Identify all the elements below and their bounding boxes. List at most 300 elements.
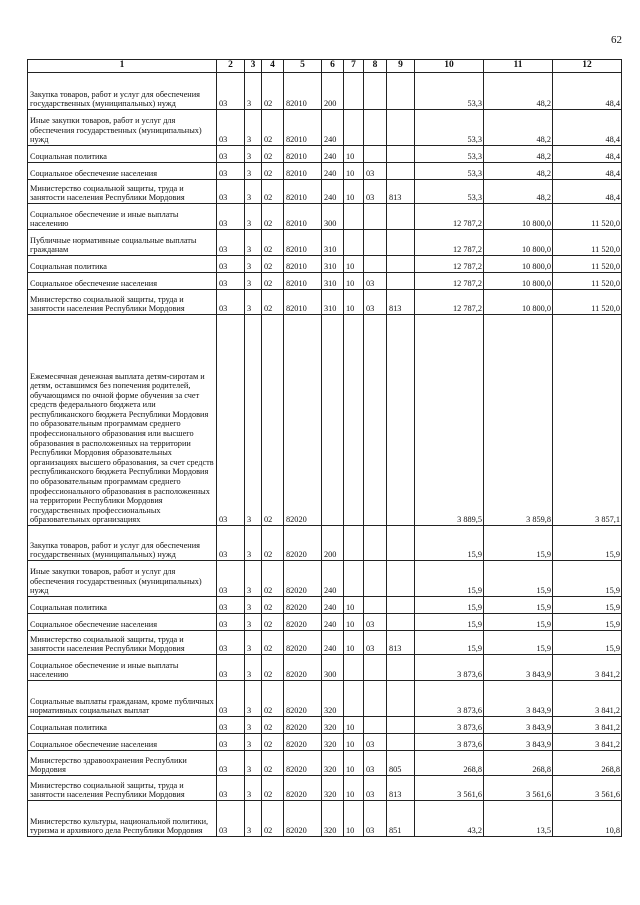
code-cell: 300	[322, 655, 344, 681]
code-cell: 02	[262, 631, 284, 655]
code-cell	[387, 110, 415, 146]
value-cell: 15,9	[484, 526, 553, 561]
code-cell	[387, 204, 415, 230]
table-row	[28, 776, 622, 801]
code-cell: 3	[245, 315, 262, 526]
value-cell: 53,3	[415, 73, 484, 110]
value-cell: 3 873,6	[415, 681, 484, 717]
code-cell	[364, 73, 387, 110]
code-cell: 320	[322, 681, 344, 717]
code-cell: 02	[262, 204, 284, 230]
code-cell: 10	[344, 597, 364, 614]
code-cell: 82010	[284, 290, 322, 315]
code-cell: 240	[322, 561, 344, 597]
code-cell: 3	[245, 290, 262, 315]
code-cell: 320	[322, 734, 344, 751]
code-cell: 82020	[284, 315, 322, 526]
column-header: 1	[28, 60, 217, 73]
code-cell: 82020	[284, 776, 322, 801]
column-header: 10	[415, 60, 484, 73]
value-cell: 48,4	[553, 110, 622, 146]
code-cell: 82010	[284, 73, 322, 110]
row-name: Социальное обеспечение населения	[28, 734, 217, 751]
code-cell: 02	[262, 801, 284, 837]
value-cell: 15,9	[553, 561, 622, 597]
code-cell: 3	[245, 256, 262, 273]
code-cell: 3	[245, 776, 262, 801]
value-cell: 13,5	[484, 801, 553, 837]
value-cell: 268,8	[553, 751, 622, 776]
code-cell: 805	[387, 751, 415, 776]
value-cell: 43,2	[415, 801, 484, 837]
code-cell: 82020	[284, 655, 322, 681]
code-cell: 03	[217, 526, 245, 561]
code-cell: 02	[262, 655, 284, 681]
row-name: Социальное обеспечение населения	[28, 273, 217, 290]
column-header: 9	[387, 60, 415, 73]
value-cell: 48,2	[484, 146, 553, 163]
code-cell: 82010	[284, 180, 322, 204]
code-cell: 02	[262, 776, 284, 801]
table-row	[28, 315, 622, 526]
code-cell: 813	[387, 776, 415, 801]
table-row	[28, 204, 622, 230]
code-cell	[344, 204, 364, 230]
code-cell: 02	[262, 73, 284, 110]
code-cell: 02	[262, 230, 284, 256]
row-name: Иные закупки товаров, работ и услуг для обеспечения государственных (муниципальных) нужд	[28, 561, 217, 597]
value-cell: 48,4	[553, 180, 622, 204]
table-row	[28, 597, 622, 614]
row-name: Социальное обеспечение населения	[28, 614, 217, 631]
code-cell: 82020	[284, 801, 322, 837]
code-cell: 02	[262, 751, 284, 776]
row-name: Социальное обеспечение населения	[28, 163, 217, 180]
value-cell: 3 561,6	[484, 776, 553, 801]
value-cell: 3 841,2	[553, 681, 622, 717]
value-cell: 3 873,6	[415, 717, 484, 734]
code-cell: 10	[344, 256, 364, 273]
code-cell	[344, 315, 364, 526]
code-cell: 02	[262, 597, 284, 614]
code-cell: 82020	[284, 681, 322, 717]
column-header: 4	[262, 60, 284, 73]
code-cell: 03	[364, 631, 387, 655]
value-cell: 268,8	[415, 751, 484, 776]
code-cell: 3	[245, 655, 262, 681]
table-row	[28, 681, 622, 717]
value-cell: 15,9	[484, 561, 553, 597]
code-cell: 310	[322, 230, 344, 256]
code-cell: 3	[245, 717, 262, 734]
code-cell	[322, 315, 344, 526]
code-cell: 03	[217, 655, 245, 681]
code-cell: 03	[364, 180, 387, 204]
code-cell: 03	[217, 717, 245, 734]
code-cell: 3	[245, 751, 262, 776]
code-cell: 310	[322, 256, 344, 273]
value-cell: 48,2	[484, 163, 553, 180]
table-row	[28, 163, 622, 180]
code-cell	[387, 273, 415, 290]
column-header: 12	[553, 60, 622, 73]
code-cell: 3	[245, 180, 262, 204]
value-cell: 15,9	[415, 597, 484, 614]
code-cell: 03	[217, 631, 245, 655]
code-cell: 03	[217, 110, 245, 146]
value-cell: 3 859,8	[484, 315, 553, 526]
value-cell: 10 800,0	[484, 204, 553, 230]
code-cell: 82010	[284, 273, 322, 290]
value-cell: 3 843,9	[484, 717, 553, 734]
code-cell	[387, 614, 415, 631]
code-cell: 03	[217, 290, 245, 315]
code-cell: 03	[364, 163, 387, 180]
column-header: 2	[217, 60, 245, 73]
code-cell: 3	[245, 204, 262, 230]
code-cell	[387, 681, 415, 717]
code-cell: 10	[344, 751, 364, 776]
row-name: Министерство культуры, национальной политики, туризма и архивного дела Республики Мордовия	[28, 801, 217, 837]
value-cell: 15,9	[553, 631, 622, 655]
code-cell: 300	[322, 204, 344, 230]
value-cell: 15,9	[415, 614, 484, 631]
code-cell: 240	[322, 146, 344, 163]
value-cell: 3 561,6	[553, 776, 622, 801]
value-cell: 11 520,0	[553, 204, 622, 230]
code-cell: 82020	[284, 751, 322, 776]
code-cell: 02	[262, 681, 284, 717]
code-cell	[387, 655, 415, 681]
code-cell: 10	[344, 776, 364, 801]
code-cell	[344, 526, 364, 561]
code-cell: 240	[322, 614, 344, 631]
code-cell: 200	[322, 526, 344, 561]
code-cell	[344, 655, 364, 681]
code-cell: 310	[322, 273, 344, 290]
value-cell: 15,9	[484, 597, 553, 614]
value-cell: 15,9	[553, 597, 622, 614]
code-cell: 03	[364, 776, 387, 801]
code-cell	[364, 146, 387, 163]
table-row	[28, 290, 622, 315]
code-cell	[387, 315, 415, 526]
row-name: Социальное обеспечение и иные выплаты населению	[28, 204, 217, 230]
code-cell: 10	[344, 180, 364, 204]
code-cell: 3	[245, 273, 262, 290]
table-row	[28, 526, 622, 561]
value-cell: 3 843,9	[484, 734, 553, 751]
row-name: Ежемесячная денежная выплата детям-сиротам и детям, оставшимся без попечения родителей, обучающимся по очной форме обучения за счет средств федерального бюджета или республиканского бюджета Республики Мордовия по образовательным программам среднего профессионального образования или высшего образования в расположенных на территории Республики Мордовия образовательных организациях высшего образования, за счет средств республиканского бюджета Республики Мордовия по образовательным программам среднего профессионального образования в расположенных на территории Республики Мордовия государственных профессиональных образовательных организациях	[28, 315, 217, 526]
code-cell: 240	[322, 631, 344, 655]
code-cell: 03	[217, 163, 245, 180]
code-cell	[387, 256, 415, 273]
code-cell: 02	[262, 146, 284, 163]
code-cell	[387, 561, 415, 597]
code-cell: 82020	[284, 631, 322, 655]
row-name: Министерство социальной защиты, труда и занятости населения Республики Мордовия	[28, 776, 217, 801]
code-cell: 03	[364, 751, 387, 776]
table-row	[28, 717, 622, 734]
code-cell: 03	[217, 734, 245, 751]
code-cell: 3	[245, 230, 262, 256]
code-cell: 82020	[284, 526, 322, 561]
code-cell: 10	[344, 273, 364, 290]
code-cell	[364, 681, 387, 717]
table-body	[28, 73, 622, 837]
code-cell: 10	[344, 801, 364, 837]
code-cell	[344, 561, 364, 597]
row-name: Министерство социальной защиты, труда и занятости населения Республики Мордовия	[28, 631, 217, 655]
value-cell: 10 800,0	[484, 256, 553, 273]
value-cell: 3 561,6	[415, 776, 484, 801]
code-cell: 10	[344, 734, 364, 751]
code-cell: 03	[217, 273, 245, 290]
code-cell: 10	[344, 717, 364, 734]
code-cell: 82010	[284, 110, 322, 146]
code-cell: 200	[322, 73, 344, 110]
row-name: Закупка товаров, работ и услуг для обеспечения государственных (муниципальных) нужд	[28, 526, 217, 561]
code-cell: 82010	[284, 163, 322, 180]
code-cell: 03	[217, 315, 245, 526]
code-cell: 02	[262, 315, 284, 526]
code-cell: 813	[387, 631, 415, 655]
row-name: Социальная политика	[28, 717, 217, 734]
code-cell: 03	[364, 801, 387, 837]
value-cell: 15,9	[415, 631, 484, 655]
value-cell: 3 843,9	[484, 655, 553, 681]
table-row	[28, 734, 622, 751]
code-cell	[364, 561, 387, 597]
code-cell: 3	[245, 681, 262, 717]
value-cell: 48,4	[553, 146, 622, 163]
value-cell: 48,2	[484, 110, 553, 146]
code-cell	[387, 230, 415, 256]
code-cell	[387, 73, 415, 110]
code-cell: 03	[217, 146, 245, 163]
value-cell: 15,9	[553, 526, 622, 561]
code-cell	[387, 717, 415, 734]
code-cell	[364, 526, 387, 561]
code-cell: 02	[262, 614, 284, 631]
value-cell: 12 787,2	[415, 273, 484, 290]
header-row	[28, 60, 622, 73]
code-cell	[364, 315, 387, 526]
code-cell: 3	[245, 526, 262, 561]
row-name: Закупка товаров, работ и услуг для обеспечения государственных (муниципальных) нужд	[28, 73, 217, 110]
table-row	[28, 801, 622, 837]
code-cell: 02	[262, 717, 284, 734]
code-cell: 310	[322, 290, 344, 315]
row-name: Социальная политика	[28, 256, 217, 273]
table-row	[28, 256, 622, 273]
code-cell: 02	[262, 734, 284, 751]
code-cell: 851	[387, 801, 415, 837]
code-cell: 03	[217, 681, 245, 717]
code-cell: 3	[245, 614, 262, 631]
table-row	[28, 180, 622, 204]
value-cell: 10 800,0	[484, 273, 553, 290]
code-cell: 240	[322, 110, 344, 146]
value-cell: 15,9	[553, 614, 622, 631]
column-header: 3	[245, 60, 262, 73]
code-cell	[364, 256, 387, 273]
code-cell: 813	[387, 180, 415, 204]
value-cell: 12 787,2	[415, 204, 484, 230]
code-cell: 320	[322, 751, 344, 776]
code-cell: 03	[364, 273, 387, 290]
code-cell	[364, 717, 387, 734]
code-cell: 3	[245, 163, 262, 180]
code-cell: 3	[245, 801, 262, 837]
code-cell: 03	[217, 561, 245, 597]
code-cell: 02	[262, 290, 284, 315]
code-cell: 02	[262, 163, 284, 180]
code-cell: 320	[322, 776, 344, 801]
code-cell	[387, 146, 415, 163]
code-cell: 03	[364, 290, 387, 315]
table-row	[28, 751, 622, 776]
code-cell	[364, 110, 387, 146]
code-cell	[387, 163, 415, 180]
code-cell: 10	[344, 146, 364, 163]
code-cell: 02	[262, 180, 284, 204]
code-cell	[387, 734, 415, 751]
value-cell: 12 787,2	[415, 256, 484, 273]
column-header: 7	[344, 60, 364, 73]
value-cell: 3 843,9	[484, 681, 553, 717]
code-cell: 03	[364, 614, 387, 631]
code-cell: 03	[217, 256, 245, 273]
code-cell: 03	[217, 597, 245, 614]
code-cell: 82020	[284, 717, 322, 734]
table-row	[28, 146, 622, 163]
value-cell: 11 520,0	[553, 290, 622, 315]
table-row	[28, 614, 622, 631]
code-cell: 03	[364, 734, 387, 751]
value-cell: 48,2	[484, 73, 553, 110]
code-cell: 240	[322, 163, 344, 180]
page-number: 62	[611, 34, 622, 46]
table-row	[28, 230, 622, 256]
value-cell: 15,9	[415, 526, 484, 561]
value-cell: 3 873,6	[415, 734, 484, 751]
value-cell: 268,8	[484, 751, 553, 776]
code-cell	[364, 204, 387, 230]
code-cell: 02	[262, 110, 284, 146]
code-cell	[344, 681, 364, 717]
row-name: Министерство социальной защиты, труда и занятости населения Республики Мордовия	[28, 180, 217, 204]
code-cell: 82010	[284, 230, 322, 256]
row-name: Социальная политика	[28, 597, 217, 614]
code-cell: 03	[217, 751, 245, 776]
code-cell: 03	[217, 776, 245, 801]
value-cell: 48,4	[553, 73, 622, 110]
table-row	[28, 110, 622, 146]
value-cell: 11 520,0	[553, 230, 622, 256]
row-name: Министерство социальной защиты, труда и занятости населения Республики Мордовия	[28, 290, 217, 315]
value-cell: 10 800,0	[484, 230, 553, 256]
code-cell: 02	[262, 256, 284, 273]
code-cell	[344, 73, 364, 110]
value-cell: 53,3	[415, 110, 484, 146]
row-name: Социальные выплаты гражданам, кроме публичных нормативных социальных выплат	[28, 681, 217, 717]
value-cell: 53,3	[415, 146, 484, 163]
code-cell	[364, 597, 387, 614]
code-cell: 3	[245, 597, 262, 614]
column-header: 5	[284, 60, 322, 73]
code-cell: 82010	[284, 146, 322, 163]
row-name: Социальная политика	[28, 146, 217, 163]
code-cell: 82020	[284, 561, 322, 597]
code-cell	[364, 230, 387, 256]
table-row	[28, 561, 622, 597]
value-cell: 11 520,0	[553, 273, 622, 290]
value-cell: 15,9	[415, 561, 484, 597]
code-cell: 03	[217, 180, 245, 204]
code-cell: 03	[217, 230, 245, 256]
code-cell: 82020	[284, 734, 322, 751]
code-cell: 10	[344, 631, 364, 655]
code-cell: 03	[217, 614, 245, 631]
value-cell: 3 889,5	[415, 315, 484, 526]
code-cell: 10	[344, 614, 364, 631]
code-cell: 240	[322, 180, 344, 204]
value-cell: 11 520,0	[553, 256, 622, 273]
code-cell: 320	[322, 801, 344, 837]
column-header: 11	[484, 60, 553, 73]
code-cell: 3	[245, 561, 262, 597]
code-cell	[344, 230, 364, 256]
code-cell	[387, 597, 415, 614]
code-cell	[387, 526, 415, 561]
budget-table	[27, 59, 622, 837]
code-cell: 82010	[284, 204, 322, 230]
value-cell: 12 787,2	[415, 290, 484, 315]
code-cell	[344, 110, 364, 146]
column-header: 8	[364, 60, 387, 73]
code-cell: 813	[387, 290, 415, 315]
code-cell: 03	[217, 204, 245, 230]
code-cell: 82020	[284, 597, 322, 614]
value-cell: 48,4	[553, 163, 622, 180]
table-row	[28, 655, 622, 681]
code-cell: 82020	[284, 614, 322, 631]
row-name: Публичные нормативные социальные выплаты гражданам	[28, 230, 217, 256]
code-cell: 320	[322, 717, 344, 734]
row-name: Министерство здравоохранения Республики Мордовия	[28, 751, 217, 776]
value-cell: 12 787,2	[415, 230, 484, 256]
code-cell: 82010	[284, 256, 322, 273]
value-cell: 53,3	[415, 180, 484, 204]
code-cell: 02	[262, 561, 284, 597]
code-cell: 03	[217, 801, 245, 837]
value-cell: 3 841,2	[553, 717, 622, 734]
code-cell: 10	[344, 290, 364, 315]
column-header: 6	[322, 60, 344, 73]
code-cell: 3	[245, 73, 262, 110]
code-cell: 3	[245, 110, 262, 146]
value-cell: 3 873,6	[415, 655, 484, 681]
value-cell: 15,9	[484, 614, 553, 631]
value-cell: 10,8	[553, 801, 622, 837]
code-cell: 3	[245, 146, 262, 163]
code-cell: 02	[262, 526, 284, 561]
row-name: Социальное обеспечение и иные выплаты населению	[28, 655, 217, 681]
table-row	[28, 73, 622, 110]
value-cell: 3 857,1	[553, 315, 622, 526]
code-cell: 02	[262, 273, 284, 290]
